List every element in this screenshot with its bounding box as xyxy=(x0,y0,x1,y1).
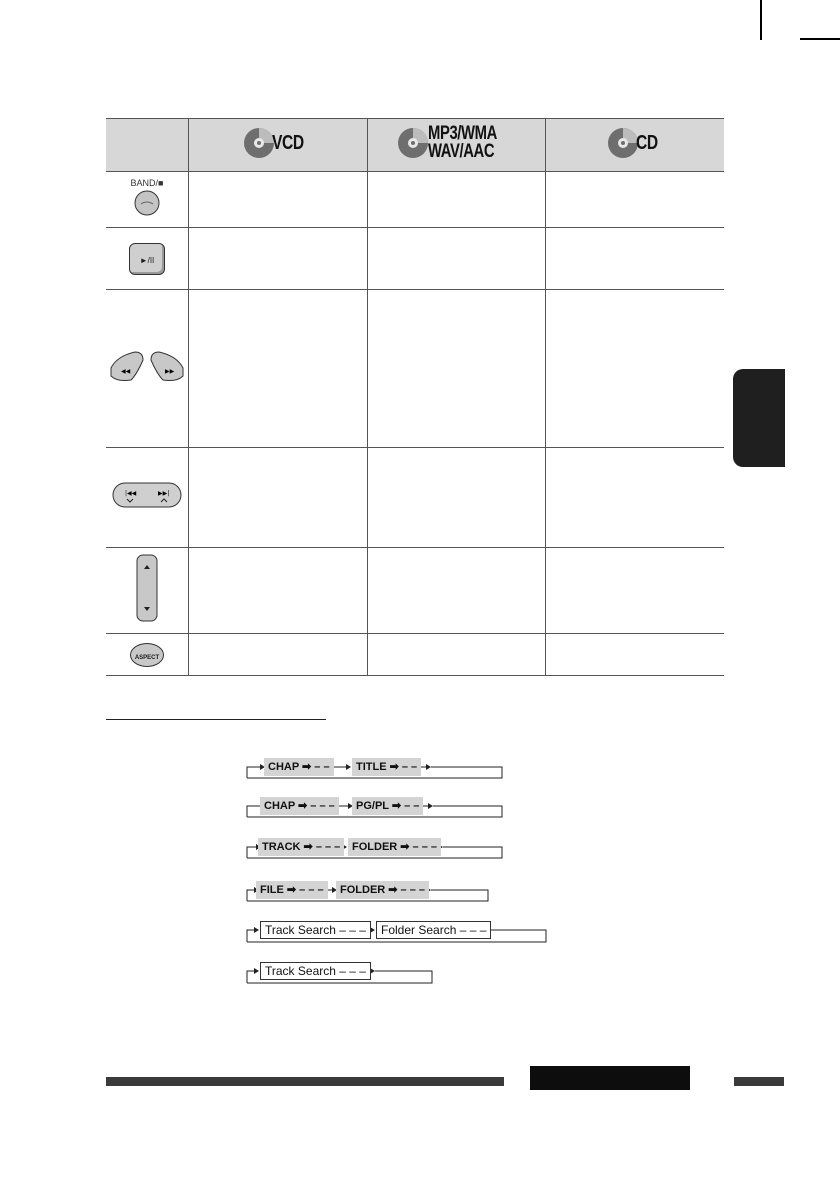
footer-rule xyxy=(106,1077,504,1086)
sequence-item: CHAP ➡ – – – xyxy=(260,797,339,815)
table-cell xyxy=(546,290,724,448)
sequence-item: CHAP ➡ – – xyxy=(264,758,334,776)
sequence-item: FOLDER ➡ – – – xyxy=(348,838,441,856)
table-cell xyxy=(188,548,367,634)
table-cell xyxy=(188,228,367,290)
sequence-track-folder xyxy=(246,838,504,868)
sequence-chap-pgpl xyxy=(246,797,504,827)
header-mp3-label-1: MP3/WMA xyxy=(428,123,498,144)
footer-page-box xyxy=(530,1066,690,1090)
crop-mark-top xyxy=(760,0,762,40)
table-cell xyxy=(188,634,367,676)
rocker-cell xyxy=(106,448,188,548)
sequence-item: FILE ➡ – – – xyxy=(256,881,328,899)
sequence-item: TITLE ➡ – – xyxy=(352,758,421,776)
table-row xyxy=(106,448,724,548)
table-cell xyxy=(367,172,546,228)
table-cell xyxy=(188,172,367,228)
rewind-forward-buttons-icon xyxy=(107,346,187,386)
band-stop-button-icon xyxy=(131,190,163,216)
table-row xyxy=(106,228,724,290)
header-cd xyxy=(546,119,724,172)
table-cell xyxy=(546,448,724,548)
footer-rule-right xyxy=(734,1077,784,1086)
svg-text:◀◀: ◀◀ xyxy=(120,368,131,375)
aspect-cell xyxy=(106,634,188,676)
sequence-chap-title xyxy=(246,758,504,788)
skip-buttons-cell xyxy=(106,290,188,448)
play-pause-button xyxy=(129,243,165,275)
header-mp3 xyxy=(367,119,546,172)
table-cell xyxy=(367,228,546,290)
sequence-file-folder xyxy=(246,881,490,911)
aspect-button xyxy=(130,643,164,667)
header-cd-label: CD xyxy=(636,131,659,154)
svg-text:|◀◀: |◀◀ xyxy=(124,490,137,497)
sequence-item: TRACK ➡ – – – xyxy=(258,838,344,856)
table-cell xyxy=(367,290,546,448)
table-row xyxy=(106,548,724,634)
up-down-button-icon xyxy=(134,553,160,623)
sequence-item: PG/PL ➡ – – xyxy=(352,797,423,815)
band-button-cell xyxy=(106,172,188,228)
svg-text:▶▶: ▶▶ xyxy=(164,368,175,375)
table-cell xyxy=(546,172,724,228)
updown-cell xyxy=(106,548,188,634)
table-cell xyxy=(188,448,367,548)
table-cell xyxy=(546,228,724,290)
section-heading-underline xyxy=(106,719,326,720)
prev-next-rocker-icon xyxy=(109,480,185,510)
crop-mark-right xyxy=(800,38,840,40)
sequence-track-folder-search xyxy=(246,921,548,951)
disc-icon xyxy=(396,126,430,160)
band-label: BAND/■ xyxy=(130,178,164,188)
header-mp3-label-2: WAV/AAC xyxy=(428,141,495,162)
table-cell xyxy=(546,548,724,634)
sequence-track-search xyxy=(246,962,434,992)
sequence-item: FOLDER ➡ – – – xyxy=(336,881,429,899)
table-cell xyxy=(188,290,367,448)
table-header-row xyxy=(106,119,724,172)
section-tab xyxy=(733,369,785,467)
header-vcd xyxy=(188,119,367,172)
play-pause-icon: ►/II xyxy=(139,255,155,265)
table-row xyxy=(106,634,724,676)
table-cell xyxy=(367,548,546,634)
play-button-cell xyxy=(106,228,188,290)
aspect-label: ASPECT xyxy=(134,654,160,661)
table-cell xyxy=(367,448,546,548)
table-cell xyxy=(367,634,546,676)
header-vcd-label: VCD xyxy=(272,131,305,154)
header-blank-cell xyxy=(106,119,188,172)
sequence-item: Track Search – – – xyxy=(260,962,371,980)
sequence-item: Folder Search – – – xyxy=(376,921,491,939)
table-row xyxy=(106,172,724,228)
table-row xyxy=(106,290,724,448)
operations-table xyxy=(106,118,724,676)
sequence-item: Track Search – – – xyxy=(260,921,371,939)
svg-text:▶▶|: ▶▶| xyxy=(157,490,170,497)
table-cell xyxy=(546,634,724,676)
